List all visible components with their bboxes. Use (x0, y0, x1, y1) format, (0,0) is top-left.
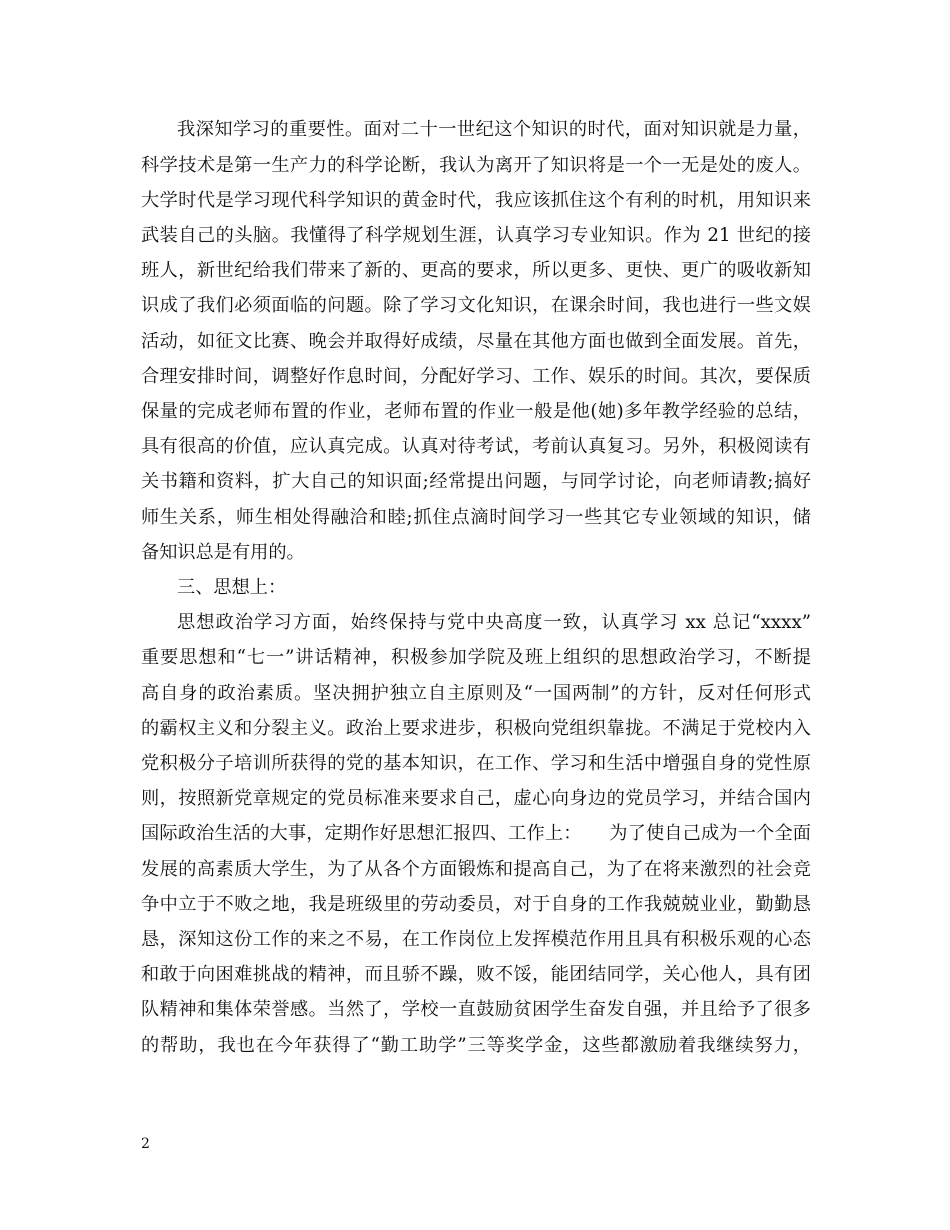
paragraph-line: 我深知学习的重要性。面对二十一世纪这个知识的时代，面对知识就是力量， (177, 119, 811, 140)
paragraph-line: 党积极分子培训所获得的党的基本知识，在工作、学习和生活中增强自身的党性原 (141, 753, 811, 774)
paragraph-line: 国际政治生活的大事，定期作好思想汇报四、工作上： 为了使自己成为一个全面 (141, 823, 811, 844)
paragraph-line: 队精神和集体荣誉感。当然了，学校一直鼓励贫困学生奋发自强，并且给予了很多 (141, 999, 811, 1020)
paragraph-line: 和敢于向困难挑战的精神，而且骄不躁，败不馁，能团结同学，关心他人，具有团 (141, 964, 811, 985)
paragraph-line: 师生关系，师生相处得融洽和睦;抓住点滴时间学习一些其它专业领域的知识，储 (141, 507, 811, 528)
paragraph-line: 具有很高的价值，应认真完成。认真对待考试，考前认真复习。另外，积极阅读有 (141, 436, 811, 457)
paragraph-line: 高自身的政治素质。坚决拥护独立自主原则及“一国两制”的方针，反对任何形式 (141, 683, 811, 704)
paragraph-line: 发展的高素质大学生，为了从各个方面锻炼和提高自己，为了在将来激烈的社会竞 (141, 859, 811, 880)
paragraph-line: 活动，如征文比赛、晚会并取得好成绩，尽量在其他方面也做到全面发展。首先， (141, 331, 811, 352)
paragraph-line: 关书籍和资料，扩大自己的知识面;经常提出问题，与同学讨论，向老师请教;搞好 (141, 471, 811, 492)
paragraph-line: 保量的完成老师布置的作业，老师布置的作业一般是他(她)多年教学经验的总结， (141, 401, 811, 422)
paragraph-line: 武装自己的头脑。我懂得了科学规划生涯，认真学习专业知识。作为 21 世纪的接 (141, 225, 811, 246)
paragraph-line: 大学时代是学习现代科学知识的黄金时代，我应该抓住这个有利的时机，用知识来 (141, 190, 811, 211)
paragraph-line: 的帮助，我也在今年获得了“勤工助学”三等奖学金，这些都激励着我继续努力， (141, 1035, 811, 1056)
paragraph-line: 恳，深知这份工作的来之不易，在工作岗位上发挥模范作用且具有积极乐观的心态 (141, 929, 811, 950)
paragraph-line: 思想政治学习方面，始终保持与党中央高度一致，认真学习 xx 总记“xxxx” (177, 612, 811, 633)
paragraph-line: 班人，新世纪给我们带来了新的、更高的要求，所以更多、更快、更广的吸收新知 (141, 260, 811, 281)
paragraph-line: 备知识总是有用的。 (141, 542, 305, 563)
paragraph-line: 则，按照新党章规定的党员标准来要求自己，虚心向身边的党员学习，并结合国内 (141, 788, 811, 809)
paragraph-line: 合理安排时间，调整好作息时间，分配好学习、工作、娱乐的时间。其次，要保质 (141, 366, 811, 387)
paragraph-line: 重要思想和“七一”讲话精神，积极参加学院及班上组织的思想政治学习，不断提 (141, 647, 811, 668)
paragraph-line: 识成了我们必须面临的问题。除了学习文化知识，在课余时间，我也进行一些文娱 (141, 295, 811, 316)
section-heading: 三、思想上： (177, 577, 287, 598)
paragraph-line: 科学技术是第一生产力的科学论断，我认为离开了知识将是一个一无是处的废人。 (141, 155, 811, 176)
paragraph-line: 的霸权主义和分裂主义。政治上要求进步，积极向党组织靠拢。不满足于党校内入 (141, 718, 811, 739)
page-number: 2 (141, 1136, 150, 1152)
paragraph-line: 争中立于不败之地，我是班级里的劳动委员，对于自身的工作我兢兢业业，勤勤恳 (141, 894, 811, 915)
